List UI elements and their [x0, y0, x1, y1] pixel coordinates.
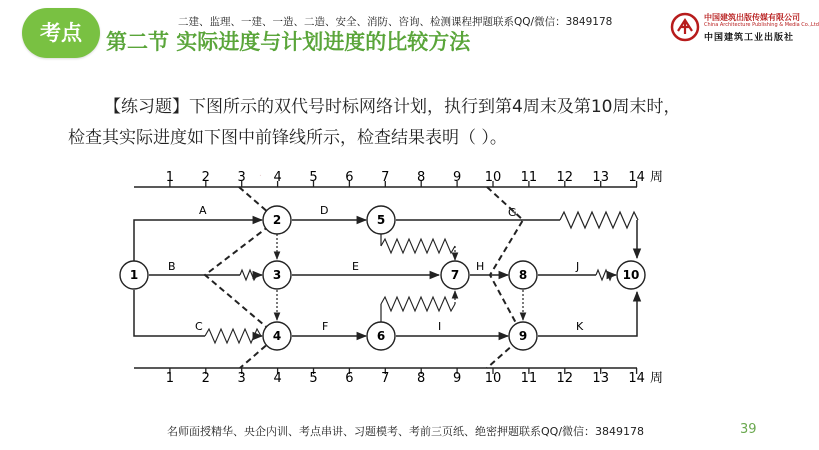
- top-timescale-tick-label: 14: [628, 170, 645, 185]
- publisher-name-en: China Architecture Publishing & Media Co.,Ltd: [704, 22, 819, 28]
- top-timescale-tick-label: 1: [165, 170, 175, 185]
- activity-label-B: B: [168, 260, 176, 273]
- top-timescale-tick-label: 5: [309, 170, 318, 185]
- bottom-timescale-tick-label: 13: [592, 371, 609, 386]
- network-node-label: 9: [518, 329, 528, 343]
- bottom-timescale-tick-label: 3: [237, 371, 246, 386]
- top-timescale-tick-label: 12: [556, 170, 574, 185]
- activity-5-7-float: [381, 234, 455, 260]
- publisher-name-cn: 中国建筑出版传媒有限公司: [704, 13, 800, 22]
- network-node-label: 6: [376, 329, 386, 343]
- bottom-timescale-tick-label: 7: [381, 371, 390, 386]
- top-timescale-tick-label: 4: [273, 170, 282, 185]
- contact-note: 二建、监理、一建、一造、二造、安全、消防、咨询、检测课程押题联系QQ/微信：3849178: [178, 16, 613, 28]
- activity-E: [292, 260, 439, 275]
- top-unit-label: 周: [650, 170, 664, 185]
- bottom-timescale-tick-label: 12: [556, 371, 574, 386]
- top-timescale-tick-label: 11: [520, 170, 538, 185]
- network-node-label: 5: [376, 213, 386, 227]
- page-title: 第二节 实际进度与计划进度的比较方法: [106, 30, 471, 54]
- bottom-timescale-tick-label: 9: [452, 371, 462, 386]
- activity-A: [134, 204, 262, 262]
- bottom-timescale-tick-label: 14: [628, 371, 645, 386]
- activity-label-H: H: [476, 260, 485, 273]
- network-node-label: 7: [450, 268, 460, 282]
- activity-label-J: J: [576, 260, 580, 273]
- bottom-timescale-tick-label: 1: [165, 371, 175, 386]
- activity-D: [292, 204, 366, 220]
- activity-label-F: F: [322, 320, 329, 333]
- activity-6-7-float: [381, 291, 455, 322]
- activity-H: [470, 260, 508, 275]
- bottom-timescale-tick-label: 6: [345, 371, 354, 386]
- network-node-label: 10: [622, 268, 640, 282]
- top-timescale: [134, 170, 663, 187]
- network-node-label: 1: [129, 268, 139, 282]
- bottom-timescale-tick-label: 11: [520, 371, 538, 386]
- question-line-1: 【练习题】下图所示的双代号时标网络计划，执行到第4周末及第10周末时，: [104, 97, 681, 117]
- bottom-unit-label: 周: [650, 371, 664, 386]
- activity-C: [134, 290, 262, 343]
- topic-badge: 考点: [22, 8, 100, 58]
- bottom-timescale: [134, 368, 663, 386]
- bottom-timescale-tick-label: 2: [201, 371, 210, 386]
- activity-label-G: G: [508, 206, 517, 219]
- top-timescale-tick-label: 3: [237, 170, 246, 185]
- network-node-label: 4: [272, 329, 282, 343]
- activity-F: [292, 320, 366, 336]
- network-node-label: 3: [272, 268, 282, 282]
- top-timescale-tick-label: 10: [484, 170, 502, 185]
- activity-label-K: K: [576, 320, 584, 333]
- top-timescale-tick-label: 6: [345, 170, 354, 185]
- activity-K: [538, 292, 637, 336]
- activity-I: [396, 320, 508, 336]
- bottom-timescale-tick-label: 8: [417, 371, 426, 386]
- bottom-timescale-tick-label: 5: [309, 371, 318, 386]
- network-node-label: 8: [518, 268, 528, 282]
- bottom-timescale-tick-label: 4: [273, 371, 282, 386]
- top-timescale-tick-label: 9: [452, 170, 462, 185]
- bottom-timescale-tick-label: 10: [484, 371, 502, 386]
- activity-B: [149, 260, 262, 280]
- top-timescale-tick-label: 13: [592, 170, 609, 185]
- activity-J: [538, 260, 616, 280]
- activity-label-E: E: [352, 260, 359, 273]
- top-timescale-tick-label: 7: [381, 170, 390, 185]
- top-timescale-tick-label: 2: [201, 170, 210, 185]
- network-node-label: 2: [272, 213, 282, 227]
- activity-label-A: A: [199, 204, 207, 217]
- activity-label-C: C: [195, 320, 203, 333]
- footer-note: 名师面授精华、央企内训、考点串讲、习题模考、考前三页纸、绝密押题联系QQ/微信：3849178: [167, 425, 645, 438]
- activity-label-D: D: [320, 204, 329, 217]
- activity-label-I: I: [438, 320, 442, 333]
- question-line-2: 检查其实际进度如下图中前锋线所示，检查结果表明（ ）。: [68, 128, 507, 148]
- watermark: ·: [256, 171, 266, 180]
- page-number: 39: [740, 422, 757, 437]
- publisher-calligraphy: 中国建筑工业出版社: [704, 33, 795, 43]
- top-timescale-tick-label: 8: [417, 170, 426, 185]
